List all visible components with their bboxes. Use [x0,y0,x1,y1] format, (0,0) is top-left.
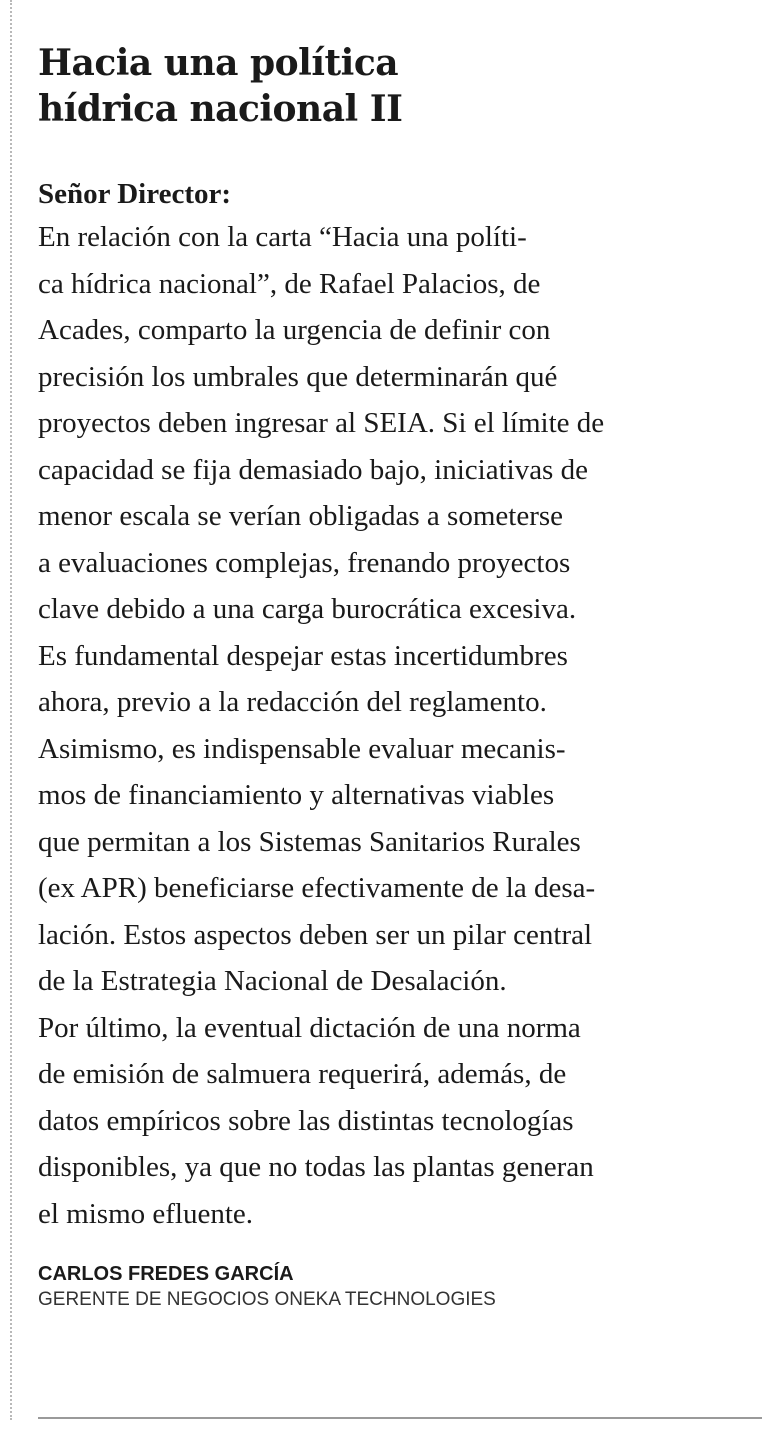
body-line: proyectos deben ingresar al SEIA. Si el límite de [38,407,605,439]
body-line: a evaluaciones complejas, frenando proyectos [38,546,571,579]
letter-title [38,40,780,132]
body-line: menor escala se verían obligadas a someterse [38,500,564,532]
body-line: precisión los umbrales que determinarán qué [38,360,558,393]
body-line: (ex APR) beneficiarse efectivamente de la desa- [38,872,596,904]
author-role: GERENTE DE NEGOCIOS ONEKA TECHNOLOGIES [38,1289,496,1310]
salutation: Señor Director: [38,178,232,210]
body-line: el mismo efluente. [38,1197,254,1230]
body-line: mos de financiamiento y alternativas viables [38,779,555,811]
title-line: hídrica nacional II [38,88,403,130]
body-line: clave debido a una carga burocrática excesiva. [38,593,577,625]
body-line: de la Estrategia Nacional de Desalación. [38,965,507,997]
body-line: Por último, la eventual dictación de una norma [38,1011,581,1044]
body-line: datos empíricos sobre las distintas tecnologías [38,1104,574,1137]
body-line: En relación con la carta “Hacia una políti- [38,221,527,253]
body-line: disponibles, ya que no todas las plantas generan [38,1151,594,1183]
body-line: Asimismo, es indispensable evaluar mecanis- [38,732,566,765]
body-line: lación. Estos aspectos deben ser un pilar central [38,918,593,951]
body-line: que permitan a los Sistemas Sanitarios Rurales [38,825,581,858]
title-line: Hacia una política [38,42,399,84]
body-line: capacidad se fija demasiado bajo, iniciativas de [38,453,588,486]
body-line: Es fundamental despejar estas incertidumbres [38,639,568,672]
author-name: CARLOS FREDES GARCÍA [38,1263,294,1285]
letter-body [38,214,780,1237]
body-line: de emisión de salmuera requerirá, además, de [38,1058,567,1090]
body-line: Acades, comparto la urgencia de definir con [38,314,551,346]
letter-to-editor [38,40,780,1313]
signature-block [38,1261,780,1313]
body-line: ahora, previo a la redacción del reglamento. [38,686,547,718]
body-line: ca hídrica nacional”, de Rafael Palacios, de [38,267,541,300]
left-dotted-rule [10,0,12,1420]
bottom-divider [38,1417,762,1419]
